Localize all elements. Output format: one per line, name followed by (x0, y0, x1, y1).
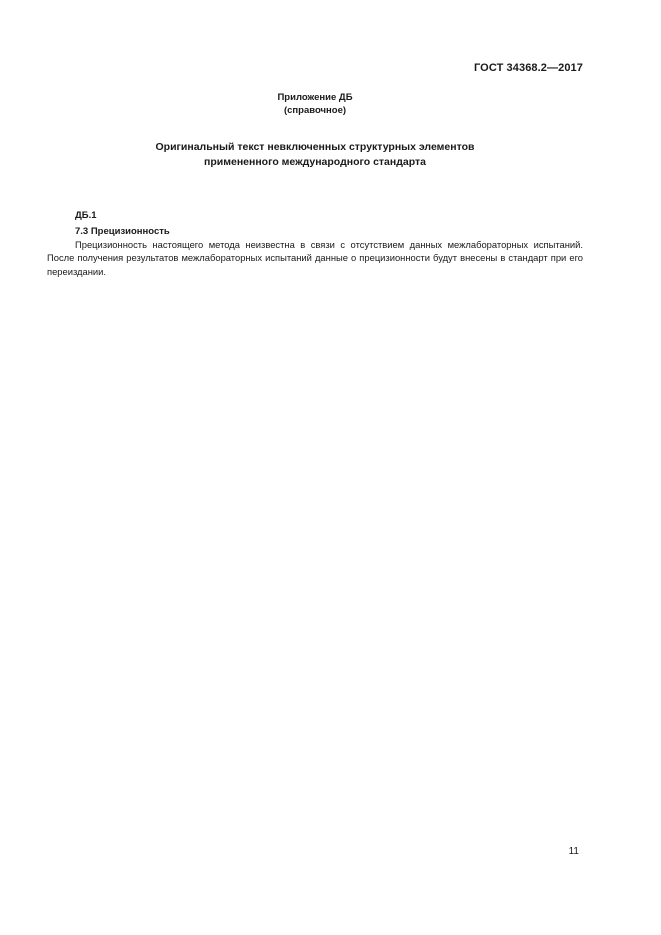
appendix-title-line-2: примененного международного стандарта (204, 156, 426, 168)
subsection-heading: 7.3 Прецизионность (75, 226, 170, 237)
appendix-title (0, 140, 630, 170)
section-paragraph: Прецизионность настоящего метода неизвестна в связи с отсутствием данных межлабораторных испытаний. После получения результатов межлабораторных испытаний данные о прецизионности будут внесены в стандарт при его переиздании. (47, 239, 583, 277)
appendix-title-line-1: Оригинальный текст невключенных структурных элементов (155, 141, 475, 153)
page-number: 11 (568, 846, 579, 857)
appendix-kind: (справочное) (283, 105, 347, 116)
appendix-label: Приложение ДБ (277, 92, 353, 103)
appendix-heading (0, 91, 630, 117)
section-id: ДБ.1 (75, 210, 97, 221)
document-code: ГОСТ 34368.2—2017 (473, 62, 583, 74)
